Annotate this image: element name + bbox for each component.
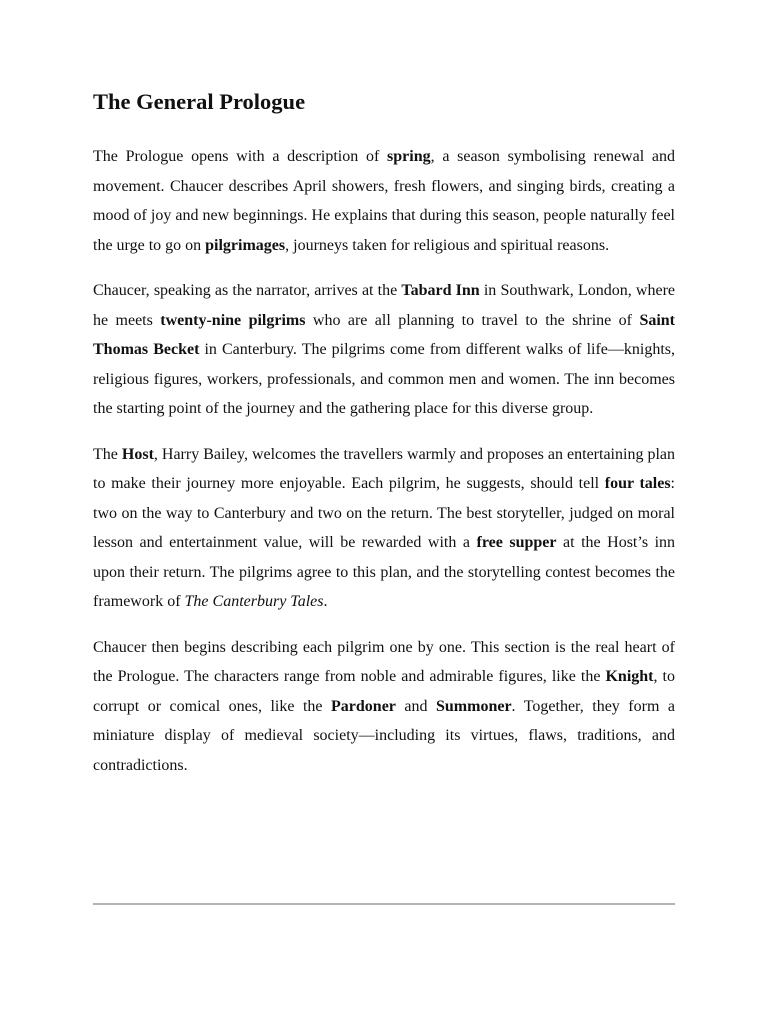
emphasis-bold: spring xyxy=(387,148,431,165)
emphasis-bold: pilgrimages xyxy=(205,236,286,254)
text-run: at the Host’s inn upon their return. The pilgrims agree to this plan, and the storytelling contest becomes the framework of xyxy=(93,534,676,610)
text-run: , Harry Bailey, welcomes the travellers warmly and proposes an entertaining plan to make their journey more enjoyable. Each pilgrim, he suggests, should tell xyxy=(93,445,675,492)
emphasis-bold: Saint Thomas Becket xyxy=(93,311,676,358)
document-body xyxy=(93,142,675,796)
paragraph-host xyxy=(93,440,675,617)
text-run: , to corrupt or comical ones, like the xyxy=(93,668,675,715)
horizontal-rule xyxy=(93,903,675,905)
text-run: in Southwark, London, where he meets xyxy=(93,282,675,329)
paragraph-tabard-inn xyxy=(93,276,675,424)
paragraph-pilgrims xyxy=(93,633,675,781)
text-run: The Prologue opens with a description of xyxy=(93,148,388,165)
text-run: : two on the way to Canterbury and two on the return. The best storyteller, judged on moral lesson and entertainment value, will be rewarded with a xyxy=(93,475,675,551)
emphasis-bold: four tales xyxy=(604,475,671,492)
text-run: Chaucer, speaking as the narrator, arrives at the xyxy=(93,282,402,299)
emphasis-bold: Knight xyxy=(605,668,654,685)
text-run: and xyxy=(395,697,436,715)
document-title: The General Prologue xyxy=(93,89,306,114)
text-run: . xyxy=(323,593,328,610)
text-run: The xyxy=(93,445,122,463)
text-run: . Together, they form a miniature display of medieval society—including its virtues, flaws, traditions, and contradictions. xyxy=(93,697,675,774)
emphasis-bold: Host xyxy=(121,445,154,463)
emphasis-bold: twenty-nine pilgrims xyxy=(160,311,306,329)
emphasis-bold: free supper xyxy=(476,534,557,551)
emphasis-italic: The Canterbury Tales xyxy=(184,593,324,610)
text-run: , a season symbolising renewal and movement. Chaucer describes April showers, fresh flowers, and singing birds, creating a mood of joy and new beginnings. He explains that during this season, people naturally feel the urge to go on xyxy=(93,148,675,254)
text-run: Chaucer then begins describing each pilgrim one by one. This section is the real heart of the Prologue. The characters range from noble and admirable figures, like the xyxy=(93,638,675,685)
emphasis-bold: Tabard Inn xyxy=(401,282,480,299)
text-run: , journeys taken for religious and spiritual reasons. xyxy=(285,236,610,254)
text-run: in Canterbury. The pilgrims come from different walks of life—knights, religious figures, workers, professionals, and common men and women. The inn becomes the starting point of the journey and the gathering place for this diverse group. xyxy=(93,341,676,417)
emphasis-bold: Summoner xyxy=(435,697,512,715)
text-run: who are all planning to travel to the shrine of xyxy=(305,311,640,329)
paragraph-spring xyxy=(93,142,675,260)
emphasis-bold: Pardoner xyxy=(331,697,396,715)
